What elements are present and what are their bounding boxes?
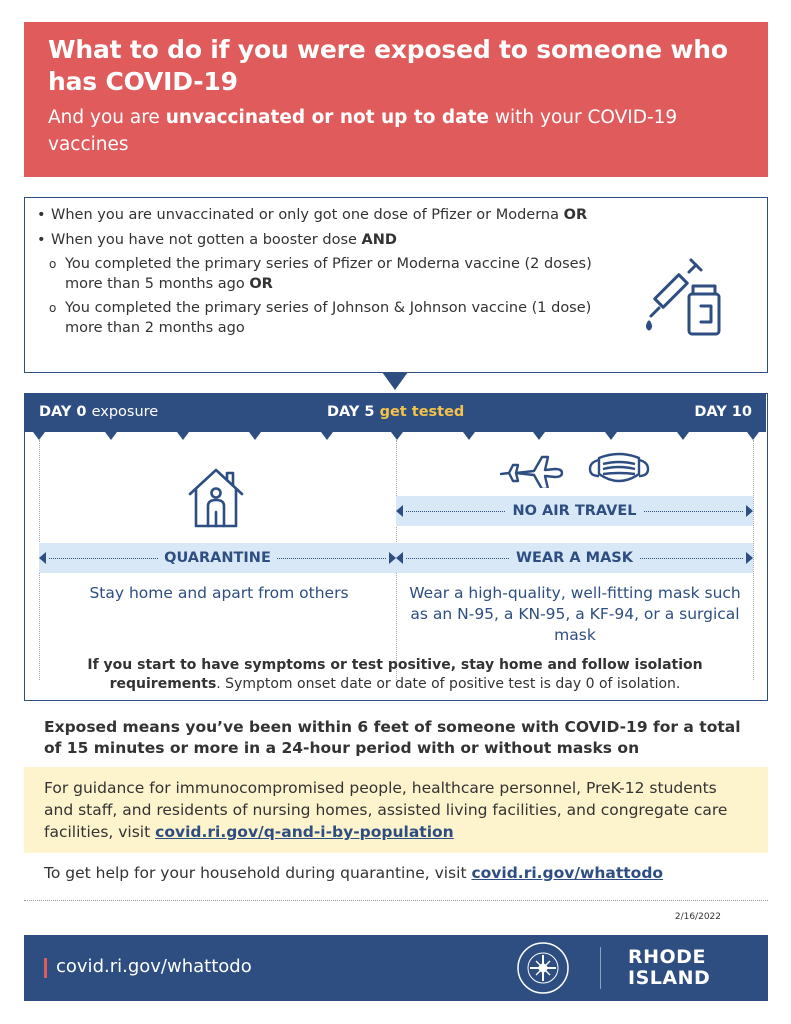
divider xyxy=(24,900,768,901)
ri-department-of-health-seal xyxy=(516,941,570,995)
rhode-island-wordmark: RHODE ISLAND xyxy=(628,946,711,989)
guidance-box xyxy=(24,767,768,853)
page-title: What to do if you were exposed to someone who has COVID-19 xyxy=(48,35,728,96)
quarantine-label: QUARANTINE xyxy=(158,550,277,566)
no-air-travel-label: NO AIR TRAVEL xyxy=(506,503,642,519)
criteria-item xyxy=(37,206,757,226)
accent-bar xyxy=(44,958,47,978)
day-tick xyxy=(249,432,261,440)
subtitle-text: And you are xyxy=(48,107,166,128)
no-air-travel-band xyxy=(396,496,753,526)
publish-date: 2/16/2022 xyxy=(674,912,721,922)
day-tick xyxy=(105,432,117,440)
day5-label: DAY 5 get tested xyxy=(327,404,465,420)
guide-line xyxy=(753,440,754,680)
population-guidance-link[interactable]: covid.ri.gov/q-and-i-by-population xyxy=(155,823,454,841)
footer-url-link[interactable]: covid.ri.gov/whattodo xyxy=(56,956,252,977)
timeline-header xyxy=(25,394,766,432)
header-banner xyxy=(24,22,768,177)
footer-divider xyxy=(600,947,601,989)
day-tick xyxy=(747,432,759,440)
mask-description: Wear a high-quality, well-fitting mask such as an N-95, a KN-95, a KF-94, or a surgical mask xyxy=(409,584,741,644)
footer-bar xyxy=(24,935,768,1001)
criteria-text: You completed the primary series of Johnson & Johnson vaccine (1 dose) more than 2 months ago xyxy=(65,300,592,336)
face-mask-icon xyxy=(587,452,651,488)
bullet: • xyxy=(37,231,46,248)
criteria-item xyxy=(37,231,757,251)
quarantine-description: Stay home and apart from others xyxy=(89,584,349,602)
help-text: To get help for your household during quarantine, visit xyxy=(44,864,472,882)
pointer-arrow xyxy=(382,372,408,390)
sub-bullet: o xyxy=(49,257,57,271)
day-tick xyxy=(391,432,403,440)
criteria-conjunction: OR xyxy=(249,275,273,292)
wear-mask-label: WEAR A MASK xyxy=(510,550,639,566)
subtitle-text-end: with your COVID-19 vaccines xyxy=(48,107,678,155)
criteria-text: When you have not gotten a booster dose xyxy=(51,231,362,248)
day-tick xyxy=(463,432,475,440)
day10-label: DAY 10 xyxy=(694,404,752,420)
airplane-icon xyxy=(497,450,567,488)
subtitle-emphasis: unvaccinated or not up to date xyxy=(165,107,489,128)
wear-mask-band xyxy=(396,543,753,573)
day-tick xyxy=(605,432,617,440)
exposed-definition: Exposed means you’ve been within 6 feet of someone with COVID-19 for a total of 15 minutes or more in a 24-hour period with or without masks on xyxy=(44,718,741,757)
criteria-text: You completed the primary series of Pfizer or Moderna vaccine (2 doses) more than 5 months ago xyxy=(65,256,592,292)
day-tick xyxy=(33,432,45,440)
day-tick xyxy=(321,432,333,440)
criteria-conjunction: AND xyxy=(361,231,397,248)
house-icon xyxy=(187,466,245,530)
criteria-text: When you are unvaccinated or only got one dose of Pfizer or Moderna xyxy=(51,207,564,223)
bullet: • xyxy=(37,207,46,223)
help-line xyxy=(44,862,663,884)
day-tick xyxy=(533,432,545,440)
timeline-panel xyxy=(24,393,768,701)
syringe-vial-icon xyxy=(643,256,727,340)
criteria-conjunction: OR xyxy=(563,207,588,223)
day-tick xyxy=(177,432,189,440)
whattodo-link[interactable]: covid.ri.gov/whattodo xyxy=(471,864,664,882)
quarantine-band xyxy=(39,543,396,573)
sub-bullet: o xyxy=(49,301,57,315)
page-subtitle xyxy=(48,104,744,158)
day-tick xyxy=(677,432,689,440)
guidance-text: For guidance for immunocompromised people, healthcare personnel, PreK-12 students and staff, and residents of nursing homes, assisted living facilities, and congregate care facilities, visit xyxy=(44,779,728,841)
day0-label: DAY 0 exposure xyxy=(39,404,159,420)
criteria-box xyxy=(24,197,768,373)
symptoms-warning: If you start to have symptoms or test positive, stay home and follow isolation requirements. Symptom onset date or date of positive test is day 0 of isolation. xyxy=(87,657,703,692)
